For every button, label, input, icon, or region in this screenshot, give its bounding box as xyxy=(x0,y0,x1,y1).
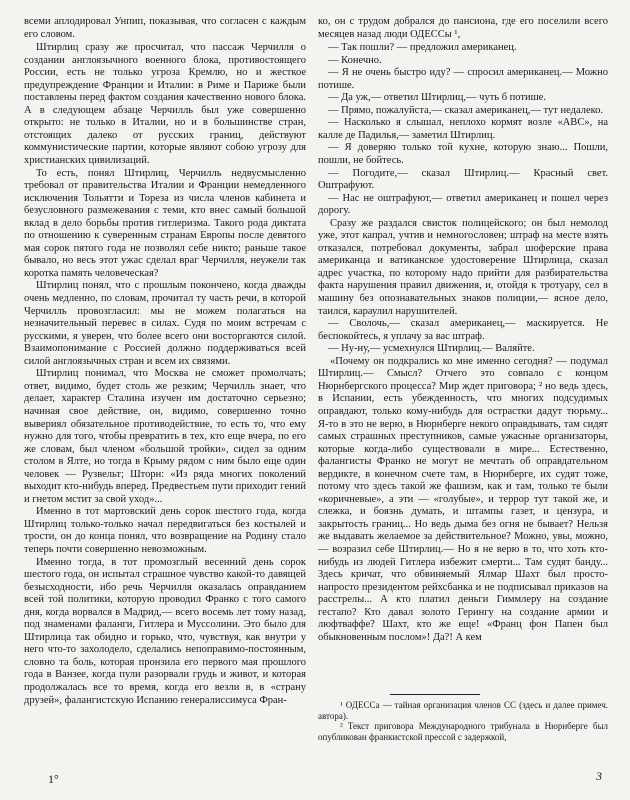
footnotes xyxy=(318,700,608,742)
paragraph: Именно тогда, в тот промозглый весенний день сорок шестого года, он испытал страшное чувство какой-то давящей безысходности, ибо речь Черчилля оказалась оправданием всей той политики, которую проводил Франко с того самого дня, когда ворвался в Мадрид,— всего восемь лет тому назад, под знаменами фаланги, Гитлера и Муссолини. Это было для Штирлица так обидно и горько, что, чувствуя, как внутри у него что-то захолодело, сделались непоправимо-постоянным, словно та боль, которая пронзила его первого мая прошлого года в Ванзее, когда пули разорвали грудь и живот, и которая продолжалась все то время, когда его везли в, в «страну друзей», фалангистскую Испанию генералиссимуса Фран- xyxy=(24,556,306,706)
page-number: 3 xyxy=(596,769,602,783)
dialogue-line: — Я доверяю только той кухне, которую знаю... Пошли, пошли, не бойтесь. xyxy=(318,142,608,167)
dialogue-line: — Я не очень быстро иду? — спросил американец.— Можно потише. xyxy=(318,67,608,91)
dialogue-line: — Конечно. xyxy=(328,54,382,66)
paragraph: всеми аплодировал Унпип, показывая, что согласен с каждым его словом. xyxy=(24,16,306,40)
paragraph: ко, он с трудом добрался до пансиона, где его поселили всего месяцев назад люди ОДЕССы ¹, xyxy=(318,16,608,40)
paragraph: Штирлиц понимал, что Москва не сможет промолчать; ответ, видимо, будет столь же резким; Черчилль знает, что делает, характер Сталина изучен им достаточно серьезно; начиная свое действие, он, видимо, совершенно точно вывериял обязательное противодействие, то есть то, что ему нужно для того, чтобы превратить в тех, кто еще вчера, по его же словам, был членом «большой тройки», сидел за одним столом в Ялте, но тогда в Крыму рядом с ним было еще один человек — Рузвельт; Шторн: «Из ряда многих поколений выходит кто-нибудь вперед. Предвестьем пути приходит гений и гнетом мстит за свой уход»... xyxy=(24,368,306,505)
paragraph: Штирлиц понял, что с прошлым покончено, когда дважды очень медленно, по словам, прочитал ту часть речи, в которой Черчилль провозгласил: мы не можем полагаться на незначительный перевес в силах. Судя по моим встречам с русскими, я уверен, что более всего они восторгаются силой. Взаимопонимание с Россией должно поддерживаться всей силой англоязычных стран и всем их связями. xyxy=(24,280,306,367)
paragraph: «Почему он подкрались ко мне именно сегодня? — подумал Штирлиц.— Смысл? Отчего это совпало с концом Нюрнбергского процесса? Мир ждет приговора; ² но ведь здесь, в Испании, есть убежденность, что многих подсудимых оправдают, только кому-нибудь для острастки дадут тюрьму... Я-то в это не верю, в Нюрнберге некого оправдывать, там сидят самых страшных преступников, самые ужасные организаторы, которые когда-либо существовали в мире... Естественно, фалангисты Франко не могут не мечтать об оправдательном вердикте, в конечном счете там, в Нюрнберге, их судят тоже, потому что здесь такой же фашизм, как и там, только те были «коричневые», а эти — «голубые», и террор тут такой же, и слежка, и боязнь думать, и штампы газет, и цензура, и закрытость границ... Но ведь дыма без огня не бывает? Нельзя же выдавать желаемое за действительное? Можно, увы, можно,— возразил себе Штирлиц.— Но я не верю в то, что хоть кто-нибудь из людей Гитлера избежит смерти... Там судят банду... Здесь кричат, что обвиняемый Ялмар Шахт был просто-напросто президентом рейхсбанка и не подписывал приказов на расстрелы... А кто платил деньги Гиммлеру на создание гестапо? Кто давал золото Герингу на создание армии и люфтваффе? Шахт, кто же еще! «Франц фон Папен был обыкновенным послом»! Да?! А кем xyxy=(318,355,608,643)
footnote: ² Текст приговора Международного трибунала в Нюрнберге был опубликован франкистской прессой с задержкой, xyxy=(318,721,608,742)
dialogue-line: — Да уж,— ответил Штирлиц,— чуть б потише. xyxy=(328,92,546,104)
dialogue-line: — Ну-ну,— усмехнулся Штирлиц.— Валяйте. xyxy=(328,343,535,355)
dialogue-line: — Погодите,— сказал Штирлиц.— Красный свет. Оштрафуют. xyxy=(318,167,608,192)
signature-mark: 1° xyxy=(48,772,59,786)
paragraph: Сразу же раздался свисток полицейского; он был немолод уже, этот капрал, учтив и немногословен; штраф на месте взять отказался, потребовал документы, забрал шоферские права американца и ватиканское удостоверение Штирлица, сказал адрес участка, по которому надо прийти для разбирательства факта нарушения правил движения, и, отойдя к тротуару, сел в машину без опознавательных знаков полиции,— ясное дело, таился, караулил нарушителей. xyxy=(318,217,608,317)
dialogue-line: — Нас не оштрафуют,— ответил американец и пошел через дорогу. xyxy=(318,192,608,217)
paragraph: То есть, понял Штирлиц, Черчилль недвусмысленно требовал от правительства Италии и Франции немедленного исключения Тольятти и Тореза из числа членов кабинета и безусловного размежевания с теми, кто внес самый большой вклад в дело борьбы против гитлеризма. Такого рода диктата по отношению к суверенным странам Европы после девятого мая сорок пятого года не позволял себе никто; раньше такое бывало, но весь этот ужас сделал враг Черчилля, неужели так коротка память человеческая? xyxy=(24,167,306,279)
dialogue-line: — Так пошли? — предложил американец. xyxy=(328,42,517,54)
dialogue-line: — Прямо, пожалуйста,— сказал американец,— тут недалеко. xyxy=(328,104,604,116)
dialogue-line: — Насколько я слышал, неплохо кормят возле «АВС», на калле де Падилья,— заметил Штирлиц. xyxy=(318,117,608,141)
right-column xyxy=(318,16,608,644)
dialogue-line: — Сволочь,— сказал американец,— маскируется. Не беспокойтесь, я уплачу за вас штраф. xyxy=(318,318,608,342)
left-column xyxy=(24,16,306,707)
footnote-divider xyxy=(390,694,480,695)
paragraph: Штирлиц сразу же просчитал, что пассаж Черчилля о создании англоязычного военного блока, противостоящего России, есть не только угроза Кремлю, но и жесткое предупреждение Франции и Италии: в Риме и Париже были поставлены перед фактом создания качественно нового блока. А в следующем абзаце Черчилль был уже совершенно открыто: не только в Италии, но и в большинстве стран, отстоящих далеко от русских границ, действуют коммунистические партии, которые являют собою угрозу для христианских цивилизаций. xyxy=(24,42,306,167)
footnote: ¹ ОДЕССа — тайная организация членов СС (здесь и далее примеч. автора). xyxy=(318,700,608,721)
paragraph: Именно в тот мартовский день сорок шестого года, когда Штирлиц только-только начал передвигаться без костылей и трости, он до конца понял, что возвращение на Родину стало теперь почти совершенно невозможным. xyxy=(24,506,306,555)
